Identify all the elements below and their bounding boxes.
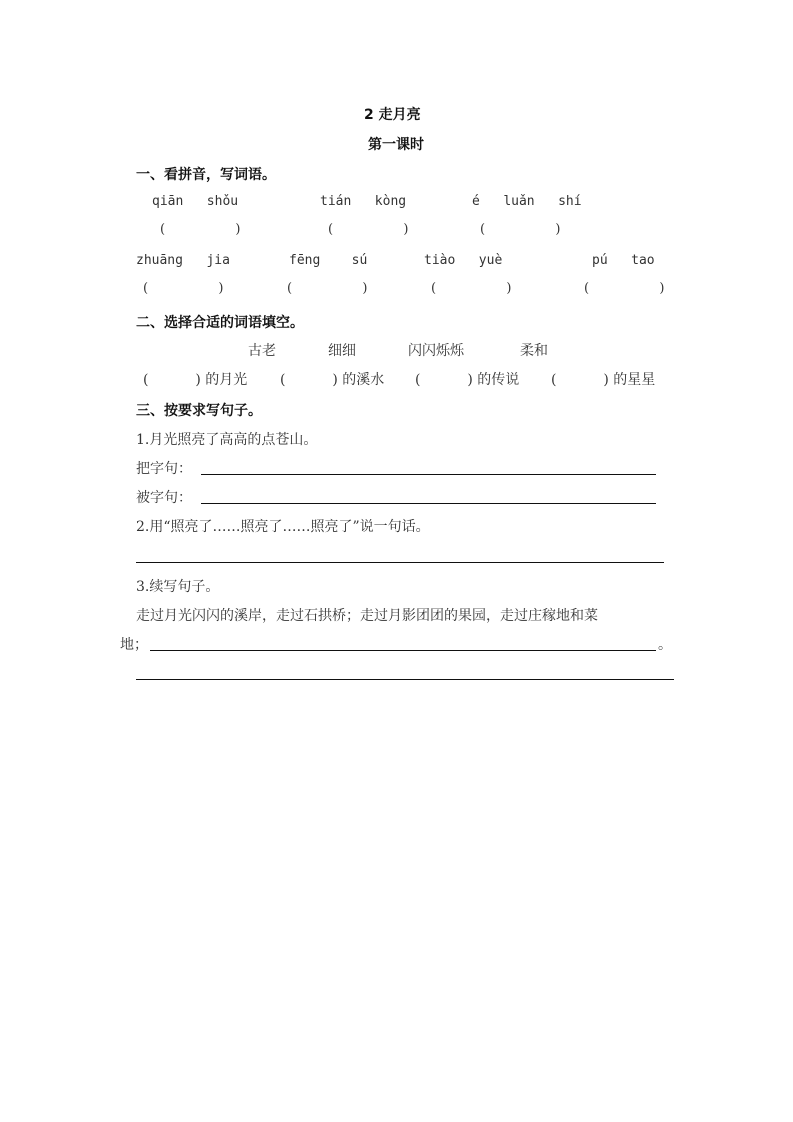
section3-heading: 三、按要求写句子。 [136,403,262,419]
answer-blank[interactable]: ( ) [328,222,409,237]
word-bank-item: 柔和 [520,343,548,359]
ba-sentence-answer-line[interactable] [201,474,656,475]
pinyin-syllable: tiào [424,253,456,268]
pinyin-item [152,194,238,209]
pinyin-syllable: fēng [289,253,321,268]
q2-answer-line[interactable] [136,562,664,563]
fill-blank[interactable]: ( ) 的传说 [415,372,520,388]
q3-text-suffix: 。 [658,637,672,653]
fill-blank[interactable]: ( ) 的溪水 [280,372,385,388]
answer-blank[interactable]: ( ) [480,222,561,237]
answer-blank[interactable]: ( ) [287,281,368,296]
section1-heading: 一、看拼音，写词语。 [136,167,276,183]
q3-answer-line[interactable] [150,650,656,651]
lesson-subtitle: 第一课时 [368,137,424,153]
answer-blank[interactable]: ( ) [584,281,665,296]
pinyin-item [472,194,582,209]
pinyin-syllable: tao [631,253,655,268]
q3-text-prefix: 地； [120,637,148,653]
pinyin-syllable: pú [592,253,608,268]
fill-blank[interactable]: ( ) 的月光 [143,372,248,388]
section2-heading: 二、选择合适的词语填空。 [136,315,304,331]
fill-blank[interactable]: ( ) 的星星 [551,372,656,388]
answer-blank[interactable]: ( ) [431,281,512,296]
q1-prompt: 1.月光照亮了高高的点苍山。 [136,432,318,448]
pinyin-item [289,253,367,268]
pinyin-item [320,194,406,209]
pinyin-syllable: tián [320,194,352,209]
q3-extra-answer-line[interactable] [136,679,674,680]
pinyin-syllable: sú [351,253,368,268]
pinyin-syllable: shǒu [206,194,239,209]
word-bank-item: 古老 [248,343,276,359]
pinyin-syllable: zhuāng [136,253,183,268]
q3-prompt: 3.续写句子。 [136,579,220,595]
q2-prompt: 2.用“照亮了……照亮了……照亮了”说一句话。 [136,519,430,535]
answer-blank[interactable]: ( ) [143,281,224,296]
word-bank-item: 细细 [328,343,356,359]
pinyin-syllable: luǎn [503,194,535,209]
word-bank-item: 闪闪烁烁 [408,343,464,359]
pinyin-syllable: kòng [374,194,407,209]
pinyin-syllable: qiān [152,194,184,209]
answer-blank[interactable]: ( ) [160,222,241,237]
pinyin-syllable: shí [558,194,582,209]
bei-sentence-label: 被字句： [136,490,192,506]
pinyin-item [592,253,655,268]
pinyin-syllable: yuè [478,253,503,268]
pinyin-syllable: é [472,194,480,209]
q3-text-line1: 走过月光闪闪的溪岸，走过石拱桥；走过月影团团的果园，走过庄稼地和菜 [136,608,598,624]
pinyin-syllable: jia [206,253,230,268]
pinyin-item [136,253,230,268]
pinyin-item [424,253,502,268]
page-title: 2 走月亮 [364,107,421,123]
bei-sentence-answer-line[interactable] [201,503,656,504]
ba-sentence-label: 把字句： [136,461,192,477]
